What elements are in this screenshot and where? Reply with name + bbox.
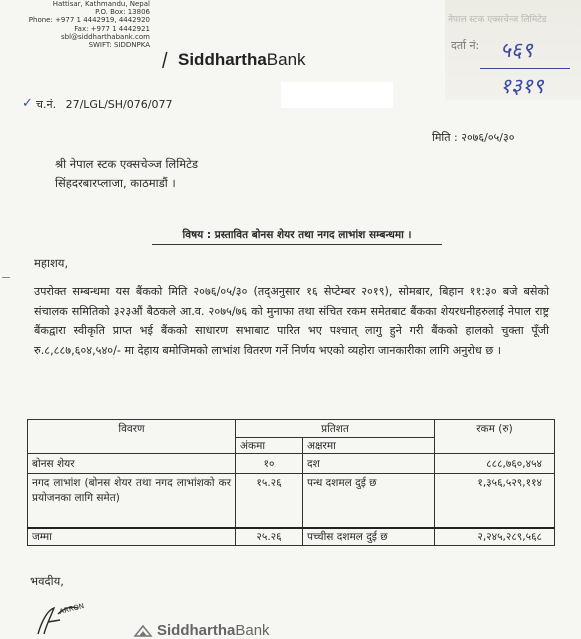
header-in-words: अक्षरमा — [303, 438, 435, 454]
bank-logo-text: SiddharthaBank — [178, 50, 306, 69]
row-words: दश — [303, 454, 435, 474]
footer-bank-logo — [133, 622, 270, 639]
footer-logo-text: SiddharthaBank — [157, 622, 270, 639]
po-box: P.O. Box: 13806 — [95, 8, 150, 17]
letter-body: उपरोक्त सम्बन्धमा यस बैंकको मिति २०७६/०५/३० (तद्अनुसार १६ सेप्टेम्बर २०१९), सोमबार, बिहान ११:३० बजे बसेको संचालक समितिको ३२३औं बैठकले आ.व. २०७५/७६ को मुनाफा तथा संचित रकम समेतबाट बैंकका शेयरधनीहरुलाई नेपाल राष्ट्र बैंकद्वारा स्वीकृति प्राप्त भई बैंकको साधारण सभाबाट पारित भए पश्चात् लागु हुने गरी बैंकको हालको चुक्ता पूँजी रु.८,८८७,६०४,५४०/- मा देहाय बमोजिमको लाभांश वितरण गर्ने निर्णय भएको व्यहोरा जानकारीका लागि अनुरोध छ । — [34, 285, 549, 357]
header-particulars: विवरण — [28, 420, 236, 454]
letter-date: मिति : २०७६/०५/३० — [432, 131, 515, 144]
reference-number — [36, 97, 172, 112]
row-amount: १,३५६,५२९,११४ — [435, 474, 555, 528]
row-words: पन्ध दशमल दुई छ — [303, 474, 435, 528]
svg-text:ARRON: ARRON — [58, 602, 85, 616]
address-line: Hattisar, Kathmandu, Nepal — [52, 0, 150, 8]
row-particulars: नगद लाभांश (बोनस शेयर तथा नगद लाभांशको कर प्रयोजनका लागि समेत) — [28, 474, 236, 528]
salutation: महाशय, — [34, 256, 69, 270]
row-particulars: बोनस शेयर — [28, 454, 236, 474]
bank-address-block — [0, 0, 150, 49]
footer-logo-icon — [133, 624, 153, 638]
reference-prefix: च.नं. — [36, 98, 57, 111]
signoff: भवदीय, — [30, 574, 64, 588]
bank-logo — [160, 50, 306, 70]
table-header-row — [28, 420, 555, 438]
stamp-label: दर्ता नं: — [451, 39, 480, 52]
table-total-row — [28, 528, 555, 546]
header-percent: प्रतिशत — [236, 420, 435, 438]
stamp-org-text: नेपाल स्टक एक्सचेन्ज लिमिटेड — [448, 15, 547, 25]
recipient-block — [55, 155, 198, 193]
margin-mark — [2, 277, 10, 278]
table-row — [28, 474, 555, 528]
total-amount: २,२४५,२८९,५६८ — [435, 528, 555, 546]
reference-value: 27/LGL/SH/076/077 — [65, 98, 173, 111]
header-in-figures: अंकमा — [236, 438, 303, 454]
recipient-name: श्री नेपाल स्टक एक्सचेञ्ज लिमिटेड — [55, 157, 199, 171]
total-label: जम्मा — [28, 528, 236, 546]
dividend-table — [27, 419, 555, 546]
email: sbl@siddharthabank.com — [61, 32, 150, 41]
handwritten-underline — [480, 68, 570, 69]
redacted-block — [281, 82, 393, 108]
letter-subject: विषय : प्रस्तावित बोनस शेयर तथा नगद लाभांश सम्बन्धमा । — [152, 224, 442, 245]
fax: Fax: +977 1 4442921 — [74, 24, 150, 33]
row-amount: ८८८,७६०,४५४ — [435, 454, 555, 474]
row-figures: १५.२६ — [236, 474, 303, 528]
tick-mark-icon: ✓ — [22, 96, 33, 111]
total-figures: २५.२६ — [236, 528, 303, 546]
row-figures: १० — [236, 454, 303, 474]
signature-image — [34, 600, 94, 636]
handwritten-number-1: ५६९ — [500, 38, 533, 62]
recipient-address: सिंहदरबारप्लाजा, काठमाडौं । — [55, 176, 176, 190]
bank-logo-icon — [160, 52, 168, 68]
total-words: पच्चीस दशमल दुई छ — [303, 528, 435, 546]
handwritten-number-2: १३१९ — [500, 74, 544, 98]
phone: Phone: +977 1 4442919, 4442920 — [28, 16, 150, 25]
swift-code: SWIFT: SIDDNPKA — [88, 41, 150, 50]
header-amount: रकम (रु) — [435, 420, 555, 454]
table-row — [28, 454, 555, 474]
